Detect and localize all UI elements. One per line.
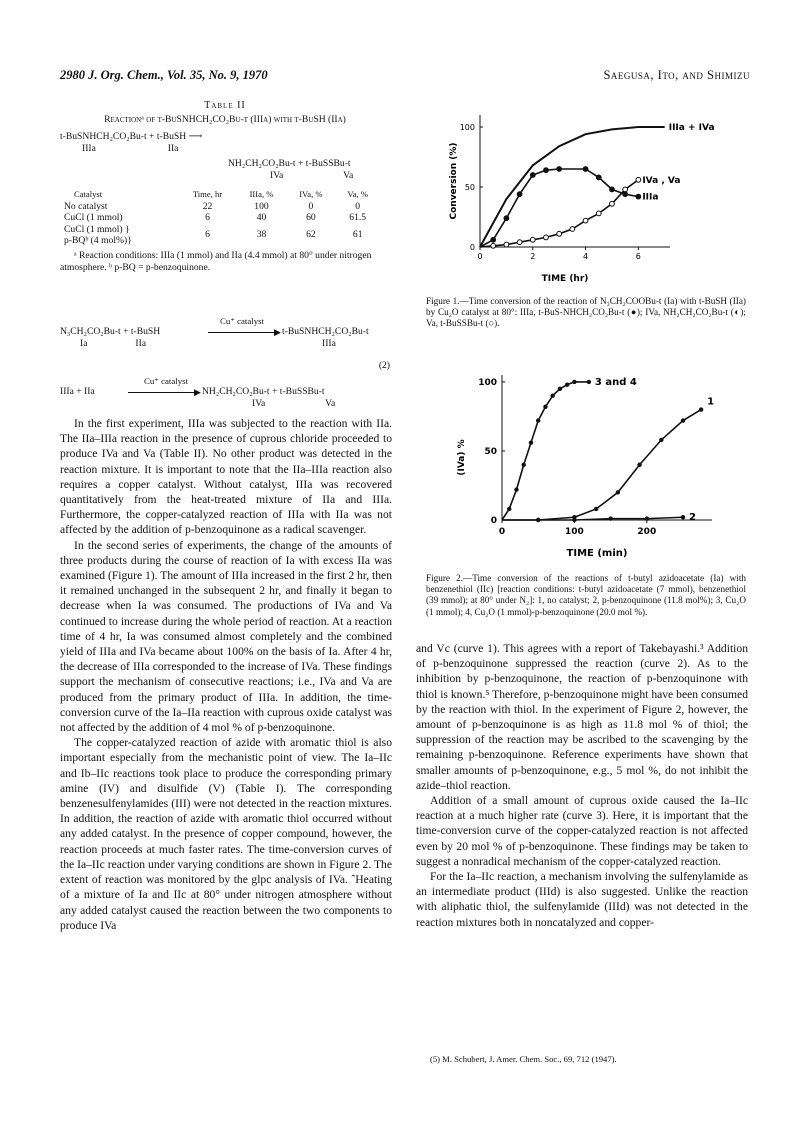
table-cell: CuCl (1 mmol) } p-BQᵇ (4 mol%)} (64, 223, 132, 246)
table-row (60, 201, 380, 212)
eq2-left: N₃CH₂CO₂Bu-t + t-BuSH (60, 326, 161, 337)
eq2-labels-left: Ia IIa (80, 338, 147, 349)
data-point (636, 177, 641, 182)
table-row (60, 212, 380, 223)
eq3-labels-right: IVa Va (252, 398, 336, 409)
equation-2 (60, 316, 390, 376)
x-tick-label: 2 (530, 252, 536, 261)
y-tick-label: 50 (484, 446, 497, 457)
data-point (637, 463, 641, 467)
data-point (550, 394, 554, 398)
data-point (596, 211, 601, 216)
data-point (557, 231, 562, 236)
paragraph: For the Ia–IIc reaction, a mechanism involving the sulfenylamide as an intermediate product (IIId) is also suggested. Unlike the reaction with aliphatic thiol, the sulfenylamide (IIId) was not detected in the reaction mixtures both in noncatalyzed and copper- (416, 870, 748, 929)
series-line (502, 382, 589, 520)
data-point (529, 440, 533, 444)
x-tick-label: 6 (635, 252, 641, 261)
data-point (636, 194, 641, 199)
table-equation-line2: NH₂CH₂CO₂Bu-t + t-BuSSBu-t (228, 158, 351, 170)
paragraph: and Vc (curve 1). This agrees with a report of Takebayashi.³ Addition of p-benzoquinone suppressed the reaction (curve 2). As to the inhibition by p-benzoquinone, the reaction of p-benzoquinone with thiol is known.⁵ Therefore, p-benzoquinone might have been consumed by the reaction with thiol. In the experiment of Figure 2, however, the amount of p-benzoquinone is as high as 11.8 mol % of thiol; the suppression of the reaction may be ascribed to the scavenging by the remaining p-benzoquinone. Reference experiments have shown that smaller amounts of p-benzoquinone, e.g., 5 mol %, do not inhibit the azide–thiol reaction. (416, 642, 748, 792)
table-cell: 61 (352, 229, 363, 241)
data-point (587, 380, 591, 384)
x-tick-label: 0 (477, 252, 483, 261)
series-label: IIIa + IVa (668, 123, 715, 133)
table-cell: 100 (254, 200, 269, 212)
data-point (565, 382, 569, 386)
series-label: IVa , Va (642, 175, 681, 186)
table-equation-labels2: IVa Va (270, 169, 354, 181)
table-cell: 22 (202, 200, 213, 212)
data-point (536, 418, 540, 422)
eq2-label-right: IIIa (322, 338, 336, 349)
table-cell: 40 (256, 212, 267, 224)
table-equation-labels1: IIIa IIa (82, 142, 179, 154)
data-point (491, 237, 496, 242)
table-cell: 60 (306, 212, 316, 224)
table-cell: No catalyst (64, 200, 108, 212)
data-point (530, 237, 535, 242)
series-line (502, 410, 701, 520)
y-tick-label: 100 (478, 377, 497, 388)
y-axis-label: Conversion (%) (449, 142, 459, 220)
x-tick-label: 0 (498, 527, 506, 537)
data-point (608, 516, 612, 520)
data-point (623, 187, 628, 192)
data-point (681, 515, 685, 519)
data-point (616, 490, 620, 494)
data-point (596, 175, 601, 180)
data-point (659, 438, 663, 442)
data-point (504, 216, 509, 221)
series-label: IIIa (642, 192, 659, 203)
y-tick-label: 100 (459, 123, 475, 132)
table-equation-line1: t-BuSNHCH₂CO₂Bu-t + t-BuSH ⟶ (60, 131, 203, 142)
left-column-text (60, 416, 392, 933)
data-point (522, 463, 526, 467)
figure-1-chart (440, 100, 740, 300)
data-point (681, 418, 685, 422)
table-header-cell: Catalyst (74, 189, 103, 200)
table-header-cell: Time, hr (192, 189, 223, 200)
figure-2-chart (440, 365, 740, 565)
table-cell: 0 (355, 200, 361, 212)
data-point (507, 507, 511, 511)
eq2-arrow (208, 332, 278, 333)
table-cell: 6 (205, 229, 210, 241)
data-point (514, 487, 518, 491)
equation-3 (60, 376, 390, 410)
data-point (572, 380, 576, 384)
author-names: Saegusa, Ito, and Shimizu (603, 68, 750, 82)
figure-2-caption: Figure 2.—Time conversion of the reactions of t-butyl azidoacetate (Ia) with benzenethiol (IIc) [reaction conditions: t-butyl azidoacetate (7 mmol), benzenethiol (39 mmol); at 80° under N₂]: 1, no catalyst; 2, p-benzoquinone (11.8 mol%); 3, Cu₂O (1 mmol); 4, Cu₂O (1 mmol)-p-benzoquinone (20.0 mol %). (426, 573, 746, 617)
table-cell: 38 (256, 229, 267, 241)
data-point (570, 227, 575, 232)
table-cell: 62 (306, 229, 316, 241)
table-2-block (60, 100, 390, 274)
eq3-left: IIIa + IIa (60, 386, 95, 397)
eq2-catalyst: Cu⁺ catalyst (220, 316, 264, 326)
eq3-arrowhead: ▶ (194, 387, 201, 397)
series-label: 2 (689, 512, 697, 524)
data-point (583, 167, 588, 172)
paragraph: Addition of a small amount of cuprous oxide caused the Ia–IIc reaction at a much higher rate (curve 3). Here, it is important that the time-conversion curve of the copper-catalyzed reaction is not affected even by 20 mol % of p-benzoquinone. These findings may be taken to suggest a nonradical mechanism of the copper-catalyzed reaction. (416, 794, 748, 868)
table-title: Table II (204, 100, 246, 111)
data-point (557, 167, 562, 172)
x-axis-label: TIME (hr) (541, 274, 589, 284)
figure-1-caption: Figure 1.—Time conversion of the reaction of N₃CH₂COOBu-t (Ia) with t-BuSH (IIa) by Cu₂O catalyst at 80°: IIIa, t-BuS-NHCH₂CO₂Bu-t (●); IVa, NH₂CH₂CO₂Bu-t (◐); Va, t-BuSSBu-t (○). (426, 296, 746, 329)
data-point (594, 507, 598, 511)
paragraph: In the second series of experiments, the change of the amounts of three products during the course of reaction of Ia with excess IIa was examined (Figure 1). The amount of IIIa increased in the first 2 hr, then it remained unchanged in the subsequent 2 hr, and finally it began to decrease when Ia was consumed. The productions of IVa and Va continued to increase during the whole period of reaction. At a reaction time of 4 hr, Ia was consumed almost completely and the combined yield of IIIa and IVa became about 100% on the basis of Ia. After 4 hr, the decrease of IIIa corresponded to the increase of IVa. These findings support the mechanism of consecutive reactions; i.e., IVa and Va are produced from the primary product of IIIa. In addition, the time-conversion curve of the Ia–IIa reaction with cuprous oxide catalyst was not affected by the addition of 4 mol % of p-benzoquinone. (60, 538, 392, 735)
eq2-right: t-BuSNHCH₂CO₂Bu-t (282, 326, 369, 337)
x-tick-label: 100 (565, 527, 584, 537)
y-tick-label: 50 (464, 183, 475, 192)
eq3-right: NH₂CH₂CO₂Bu-t + t-BuSSBu-t (202, 386, 325, 397)
data-point (623, 192, 628, 197)
table-subtitle: Reactionᵃ of t-BuSNHCH₂CO₂Bu-t (IIIa) with t-BuSH (IIa) (104, 114, 346, 125)
table-header-cell: Va, % (347, 189, 368, 200)
table-row (60, 224, 380, 247)
data-point (544, 168, 549, 173)
table-footnote: ᵃ Reaction conditions: IIIa (1 mmol) and IIa (4.4 mmol) at 80° under nitrogen atmosphere. ᵇ p-BQ = p-benzoquinone. (60, 250, 372, 273)
right-column-text (416, 641, 748, 930)
data-point (572, 518, 576, 522)
table-cell: CuCl (1 mmol) (64, 212, 123, 224)
data-point (558, 387, 562, 391)
y-axis-label: (IVa) % (457, 439, 467, 476)
paragraph: The copper-catalyzed reaction of azide with aromatic thiol is also important especially from the mechanistic point of view. The Ia–IIc and Ib–IIc reactions took place to produce the corresponding primary amine (IV) and disulfide (V) (Table I). The corresponding benzenesulfenylamides (III) were not detected in the reaction mixtures. In addition, the reaction of azide with aromatic thiol occurred without any added catalyst. In the presence of copper compound, however, the reaction proceeds at much faster rates. The time-conversion curves of the Ia–IIc reaction under varying conditions are shown in Figure 2. The extent of reaction was monitored by the glpc analysis of IVa. ˆHeating of a mixture of Ia and IIc at 80° under nitrogen atmosphere without any added catalyst caused the reaction between the two components to produce IVa (60, 736, 392, 932)
data-table (60, 189, 380, 246)
data-point (645, 516, 649, 520)
eq3-catalyst: Cu⁺ catalyst (144, 376, 188, 386)
reference-footnote: (5) M. Schubert, J. Amer. Chem. Soc., 69, 712 (1947). (430, 1054, 617, 1064)
y-tick-label: 0 (469, 243, 475, 252)
table-header-cell: IIIa, % (249, 189, 274, 200)
data-point (583, 218, 588, 223)
data-point (544, 235, 549, 240)
data-point (543, 405, 547, 409)
data-point (610, 187, 615, 192)
series-label: 1 (707, 396, 715, 408)
table-header-cell: IVa, % (299, 189, 323, 200)
data-point (530, 173, 535, 178)
table-cell: 61.5 (349, 212, 367, 224)
paragraph: In the first experiment, IIIa was subjected to the reaction with IIa. The IIa–IIIa reaction in the presence of cuprous chloride proceeded to produce IVa and Va (Table II). No other product was detected in the reaction mixture. It is important to note that the IIa–IIIa reaction also requires a copper catalyst. Without catalyst, IIIa was recovered quantitatively from the heat-treated mixture of IIa and IIIa. Furthermore, the copper-catalyzed reaction of IIIa with IIa was not affected by the addition of p-benzoquinone as a radical scavenger. (60, 417, 392, 537)
x-axis-label: TIME (min) (566, 548, 628, 559)
data-point (491, 243, 496, 248)
x-tick-label: 200 (637, 527, 657, 537)
table-cell: 6 (205, 212, 210, 224)
data-point (517, 240, 522, 245)
data-point (517, 192, 522, 197)
data-point (536, 518, 540, 522)
table-cell: 0 (308, 200, 314, 212)
data-point (504, 242, 509, 247)
y-tick-label: 0 (490, 516, 497, 526)
x-tick-label: 4 (583, 252, 589, 261)
eq2-number: (2) (378, 360, 390, 371)
data-point (610, 201, 615, 206)
page-journal-line: 2980 J. Org. Chem., Vol. 35, No. 9, 1970 (60, 68, 268, 82)
eq2-arrowhead: ▶ (274, 327, 281, 337)
data-point (699, 407, 703, 411)
series-label: 3 and 4 (594, 376, 637, 388)
table-header-row (60, 189, 380, 200)
eq3-arrow (128, 392, 198, 393)
